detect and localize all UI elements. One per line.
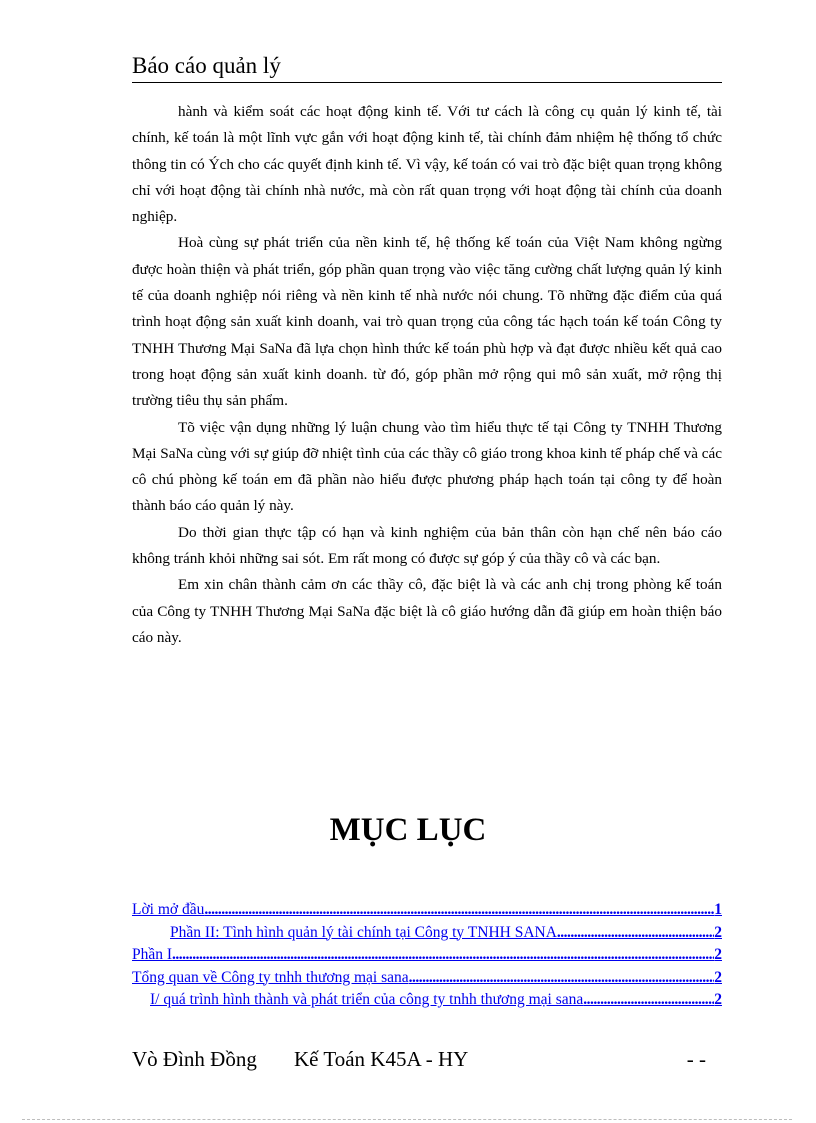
paragraph: Do thời gian thực tập có hạn và kinh nghiệm của bản thân còn hạn chế nên báo cáo không tránh khỏi những sai sót. Em rất mong có được sự góp ý của thầy cô và các bạn. — [132, 523, 722, 568]
toc-entry-label: Tổng quan về Công ty tnhh thương mại sana — [132, 968, 409, 986]
toc-entry-page: 2 — [714, 968, 722, 986]
body-text — [132, 99, 722, 651]
paragraph: Tõ việc vận dụng những lý luận chung vào tìm hiểu thực tế tại Công ty TNHH Thương Mại SaNa cùng với sự giúp đỡ nhiệt tình của các thầy cô giáo trong khoa kinh tế pháp chế và các cô chú phòng kế toán em đã phần nào hiểu được phương pháp hạch toán tại công ty để hoàn thành báo cáo quản lý này. — [132, 418, 722, 515]
footer-author: Vò Đình Đồng — [132, 1047, 257, 1071]
toc-entry-phan-2[interactable] — [132, 924, 722, 947]
paragraph: hành và kiểm soát các hoạt động kinh tế. Với tư cách là công cụ quản lý kinh tế, tài chính, kế toán là một lĩnh vực gắn với hoạt động kinh tế, tài chính đảm nhiệm hệ thống tổ chức thông tin có Ých cho các quyết định kinh tế. Vì vậy, kế toán có vai trò đặc biệt quan trọng không chỉ với hoạt động tài chính nhà nước, mà còn rất quan trọng với hoạt động tài chính của doanh nghiệp. — [132, 103, 722, 226]
toc-entry-phan-1[interactable] — [132, 946, 722, 969]
toc-leader-dots — [172, 946, 714, 964]
paragraph: Em xin chân thành cảm ơn các thầy cô, đặc biệt là và các anh chị trong phòng kế toán của Công ty TNHH Thương Mại SaNa đặc biệt là cô giáo hướng dẫn đã giúp em hoàn thiện báo cáo này. — [132, 576, 722, 646]
page-header — [132, 52, 722, 83]
toc-entry-label: Phần I — [132, 946, 173, 963]
toc-leader-dots — [409, 969, 715, 987]
table-of-contents — [132, 901, 722, 1014]
toc-entry-qua-trinh[interactable] — [132, 991, 722, 1014]
toc-entry-label: Lời mở đầu — [132, 901, 205, 918]
paragraph: Hoà cùng sự phát triển của nền kinh tế, hệ thống kế toán của Việt Nam không ngừng được hoàn thiện và phát triển, góp phần quan trọng vào việc tăng cường chất lượng quản lý kinh tế của doanh nghiệp nói riêng và nền kinh tế nhà nước nói chung. Tõ những đặc điểm của quá trình hoạt động sản xuất kinh doanh, vai trò quan trọng của công tác hạch toán kế toán Công ty TNHH Thương Mại SaNa đã lựa chọn hình thức kế toán phù hợp và đạt được nhiều kết quả cao trong hoạt động sản xuất kinh doanh. từ đó, góp phần mở rộng qui mô sản xuất, mở rộng thị trường tiêu thụ sản phẩm. — [132, 234, 722, 410]
page-break-divider — [22, 1119, 792, 1120]
toc-leader-dots — [204, 901, 714, 919]
toc-entry-tong-quan[interactable] — [132, 969, 722, 992]
toc-leader-dots — [557, 924, 714, 942]
footer-course: Kế Toán K45A - HY — [294, 1047, 469, 1071]
toc-entry-page: 2 — [714, 991, 722, 1008]
footer-page-marker: - - — [686, 1047, 706, 1071]
toc-leader-dots — [583, 991, 714, 1009]
header-title: Báo cáo quản lý — [132, 53, 281, 78]
toc-entry-page: 2 — [714, 923, 722, 941]
toc-entry-label: Phần II: Tình hình quản lý tài chính tại Công ty TNHH SANA — [170, 923, 557, 941]
toc-entry-page: 2 — [714, 946, 722, 963]
toc-title: MỤC LỤC — [329, 812, 487, 848]
toc-entry-page: 1 — [714, 901, 722, 918]
toc-entry-label: I/ quá trình hình thành và phát triển của công ty tnhh thương mại sana — [150, 991, 584, 1008]
toc-entry-loi-mo-dau[interactable] — [132, 901, 722, 924]
